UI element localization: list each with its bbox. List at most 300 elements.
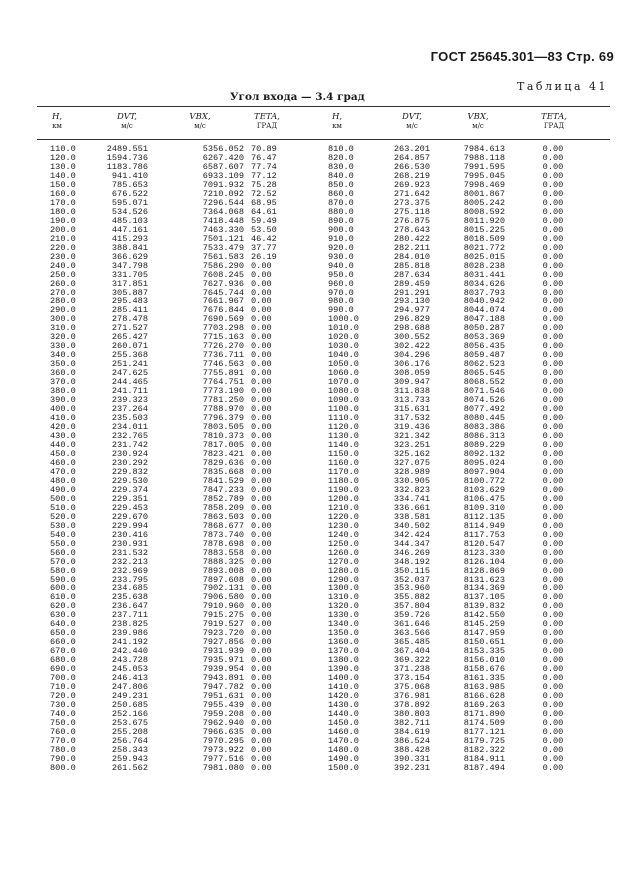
teta-cell: 0.00 [251, 744, 272, 755]
dvt-cell: 386.524 [393, 735, 430, 746]
dvt-cell: 229.530 [111, 475, 148, 486]
vbx-cell: 8139.832 [463, 601, 505, 612]
teta-cell: 0.00 [251, 422, 272, 433]
dvt-cell: 278.478 [111, 314, 148, 325]
dvt-cell: 253.675 [111, 718, 148, 728]
h-cell: 130.0 [50, 161, 76, 172]
vbx-cell: 7858.209 [202, 502, 244, 513]
vbx-cell: 5356.052 [202, 144, 244, 154]
teta-cell: 0.00 [542, 431, 564, 441]
table-row [0, 315, 631, 324]
h-cell: 1180.0 [328, 475, 359, 486]
vbx-cell: 7764.751 [202, 377, 244, 388]
teta-cell: 70.89 [251, 144, 277, 154]
dvt-cell: 350.115 [393, 565, 430, 576]
table-row [0, 620, 631, 629]
dvt-cell: 304.296 [393, 350, 430, 361]
h-cell: 1070.0 [328, 377, 359, 388]
dvt-cell: 275.118 [393, 206, 430, 217]
h-cell: 1260.0 [328, 547, 359, 558]
table-row [0, 297, 631, 306]
dvt-cell: 249.231 [111, 691, 148, 702]
vbx-cell: 8080.445 [463, 413, 505, 424]
table-row [0, 486, 631, 495]
teta-cell: 0.00 [251, 341, 272, 352]
vbx-cell: 8182.322 [463, 744, 505, 755]
table-row [0, 504, 631, 513]
table-row [0, 226, 631, 235]
table-row [0, 324, 631, 333]
vbx-cell: 7943.891 [202, 673, 244, 684]
h-cell: 710.0 [50, 682, 76, 693]
dvt-cell: 371.238 [393, 664, 430, 675]
h-cell: 110.0 [50, 144, 76, 154]
vbx-cell: 8047.188 [463, 314, 505, 325]
dvt-cell: 344.347 [393, 538, 430, 549]
column-header-4 [332, 113, 342, 131]
vbx-cell: 7736.711 [202, 350, 244, 361]
vbx-cell: 8008.592 [463, 206, 505, 217]
column-name: TETA, [541, 112, 567, 122]
h-cell: 800.0 [50, 762, 76, 773]
column-header-1 [117, 113, 137, 131]
vbx-cell: 8059.487 [463, 350, 505, 361]
vbx-cell: 8077.492 [463, 404, 505, 415]
vbx-cell: 8131.623 [463, 574, 505, 585]
teta-cell: 0.00 [251, 592, 272, 603]
h-cell: 1140.0 [328, 439, 359, 450]
teta-cell: 0.00 [251, 574, 272, 585]
dvt-cell: 247.625 [111, 368, 148, 379]
h-cell: 1190.0 [328, 484, 359, 495]
header-rule-bottom [37, 139, 610, 140]
dvt-cell: 330.905 [393, 475, 430, 486]
dvt-cell: 237.264 [111, 404, 148, 415]
vbx-cell: 7984.613 [463, 144, 505, 154]
dvt-cell: 295.483 [111, 296, 148, 307]
h-cell: 1420.0 [328, 691, 359, 702]
h-cell: 360.0 [50, 368, 76, 379]
dvt-cell: 315.631 [393, 404, 430, 415]
teta-cell: 0.00 [542, 718, 564, 728]
table-row [0, 405, 631, 414]
vbx-cell: 8120.547 [463, 538, 505, 549]
vbx-cell: 8184.911 [463, 753, 505, 764]
vbx-cell: 7690.569 [202, 314, 244, 325]
teta-cell: 0.00 [542, 314, 564, 325]
dvt-cell: 595.071 [111, 197, 148, 208]
teta-cell: 0.00 [251, 431, 272, 441]
h-cell: 650.0 [50, 628, 76, 639]
table-row [0, 764, 631, 773]
teta-cell: 0.00 [542, 637, 564, 648]
vbx-cell: 7210.092 [202, 188, 244, 199]
h-cell: 1360.0 [328, 637, 359, 648]
dvt-cell: 676.522 [111, 188, 148, 199]
h-cell: 1020.0 [328, 332, 359, 343]
dvt-cell: 273.375 [393, 197, 430, 208]
dvt-cell: 311.838 [393, 386, 430, 397]
h-cell: 1120.0 [328, 422, 359, 433]
dvt-cell: 348.192 [393, 556, 430, 567]
teta-cell: 0.00 [251, 287, 272, 298]
teta-cell: 0.00 [542, 583, 564, 594]
vbx-cell: 8166.628 [463, 691, 505, 702]
dvt-cell: 230.416 [111, 529, 148, 540]
teta-cell: 0.00 [251, 323, 272, 334]
teta-cell: 0.00 [542, 377, 564, 388]
dvt-cell: 232.969 [111, 565, 148, 576]
teta-cell: 72.52 [251, 188, 277, 199]
vbx-cell: 7897.608 [202, 574, 244, 585]
dvt-cell: 231.742 [111, 439, 148, 450]
dvt-cell: 302.422 [393, 341, 430, 352]
teta-cell: 0.00 [542, 439, 564, 450]
h-cell: 630.0 [50, 610, 76, 621]
dvt-cell: 317.851 [111, 278, 148, 289]
teta-cell: 0.00 [251, 529, 272, 540]
h-cell: 200.0 [50, 224, 76, 235]
h-cell: 810.0 [328, 144, 354, 154]
h-cell: 320.0 [50, 332, 76, 343]
dvt-cell: 305.887 [111, 287, 148, 298]
vbx-cell: 6587.607 [202, 161, 244, 172]
dvt-cell: 260.071 [111, 341, 148, 352]
h-cell: 1320.0 [328, 601, 359, 612]
entry-angle-title: Угол входа — 3.4 град [230, 91, 365, 103]
dvt-cell: 268.219 [393, 170, 430, 181]
h-cell: 1160.0 [328, 457, 359, 468]
vbx-cell: 8062.523 [463, 359, 505, 370]
vbx-cell: 8031.441 [463, 269, 505, 280]
teta-cell: 0.00 [251, 278, 272, 289]
dvt-cell: 376.981 [393, 691, 430, 702]
table-row [0, 674, 631, 683]
teta-cell: 0.00 [542, 368, 564, 379]
h-cell: 1410.0 [328, 682, 359, 693]
h-cell: 1130.0 [328, 431, 359, 441]
h-cell: 490.0 [50, 484, 76, 495]
dvt-cell: 378.892 [393, 700, 430, 711]
teta-cell: 59.49 [251, 215, 277, 226]
h-cell: 950.0 [328, 269, 354, 280]
table-row [0, 351, 631, 360]
vbx-cell: 7910.960 [202, 601, 244, 612]
dvt-cell: 241.711 [111, 386, 148, 397]
dvt-cell: 363.566 [393, 628, 430, 639]
vbx-cell: 7868.677 [202, 520, 244, 531]
h-cell: 1460.0 [328, 726, 359, 737]
table-row [0, 253, 631, 262]
table-row [0, 531, 631, 540]
dvt-cell: 346.269 [393, 547, 430, 558]
teta-cell: 0.00 [542, 565, 564, 576]
table-row [0, 423, 631, 432]
teta-cell: 0.00 [542, 395, 564, 406]
h-cell: 1200.0 [328, 493, 359, 504]
dvt-cell: 296.829 [393, 314, 430, 325]
vbx-cell: 8050.287 [463, 323, 505, 334]
teta-cell: 0.00 [542, 197, 564, 208]
vbx-cell: 7627.936 [202, 278, 244, 289]
vbx-cell: 7608.245 [202, 269, 244, 280]
vbx-cell: 8112.135 [463, 511, 505, 522]
teta-cell: 0.00 [251, 637, 272, 648]
teta-cell: 0.00 [542, 619, 564, 630]
vbx-cell: 8109.310 [463, 502, 505, 513]
teta-cell: 0.00 [542, 332, 564, 343]
h-cell: 310.0 [50, 323, 76, 334]
dvt-cell: 309.947 [393, 377, 430, 388]
h-cell: 160.0 [50, 188, 76, 199]
h-cell: 450.0 [50, 448, 76, 459]
dvt-cell: 375.068 [393, 682, 430, 693]
dvt-cell: 229.351 [111, 493, 148, 504]
dvt-cell: 230.292 [111, 457, 148, 468]
h-cell: 420.0 [50, 422, 76, 433]
vbx-cell: 7661.967 [202, 296, 244, 307]
table-row [0, 378, 631, 387]
dvt-cell: 265.427 [111, 332, 148, 343]
dvt-cell: 342.424 [393, 529, 430, 540]
vbx-cell: 7773.190 [202, 386, 244, 397]
vbx-cell: 7418.448 [202, 215, 244, 226]
table-number: Таблица 41 [517, 80, 608, 93]
vbx-cell: 7935.971 [202, 655, 244, 666]
dvt-cell: 278.643 [393, 224, 430, 235]
dvt-cell: 336.661 [393, 502, 430, 513]
teta-cell: 0.00 [542, 601, 564, 612]
table-row [0, 602, 631, 611]
teta-cell: 0.00 [542, 592, 564, 603]
teta-cell: 0.00 [251, 538, 272, 549]
dvt-cell: 338.581 [393, 511, 430, 522]
vbx-cell: 8083.386 [463, 422, 505, 433]
dvt-cell: 255.368 [111, 350, 148, 361]
teta-cell: 0.00 [542, 341, 564, 352]
table-row [0, 432, 631, 441]
teta-cell: 0.00 [542, 511, 564, 522]
teta-cell: 0.00 [542, 664, 564, 675]
teta-cell: 0.00 [251, 700, 272, 711]
teta-cell: 0.00 [542, 215, 564, 226]
h-cell: 500.0 [50, 493, 76, 504]
vbx-cell: 8089.229 [463, 439, 505, 450]
table-row [0, 558, 631, 567]
teta-cell: 0.00 [542, 152, 564, 163]
h-cell: 1470.0 [328, 735, 359, 746]
dvt-cell: 251.241 [111, 359, 148, 370]
dvt-cell: 271.527 [111, 323, 148, 334]
h-cell: 510.0 [50, 502, 76, 513]
vbx-cell: 7991.595 [463, 161, 505, 172]
table-row [0, 190, 631, 199]
dvt-cell: 237.711 [111, 610, 148, 621]
vbx-cell: 7888.325 [202, 556, 244, 567]
dvt-cell: 256.764 [111, 735, 148, 746]
teta-cell: 0.00 [251, 377, 272, 388]
teta-cell: 0.00 [542, 350, 564, 361]
vbx-cell: 8074.526 [463, 395, 505, 406]
table-row [0, 360, 631, 369]
dvt-cell: 287.634 [393, 269, 430, 280]
h-cell: 1300.0 [328, 583, 359, 594]
h-cell: 730.0 [50, 700, 76, 711]
h-cell: 1080.0 [328, 386, 359, 397]
table-row [0, 710, 631, 719]
dvt-cell: 384.619 [393, 726, 430, 737]
h-cell: 1370.0 [328, 646, 359, 657]
vbx-cell: 8137.105 [463, 592, 505, 603]
teta-cell: 26.19 [251, 251, 277, 262]
dvt-cell: 319.436 [393, 422, 430, 433]
vbx-cell: 8153.335 [463, 646, 505, 657]
h-cell: 400.0 [50, 404, 76, 415]
header-rule-top [37, 106, 610, 107]
teta-cell: 0.00 [251, 709, 272, 720]
teta-cell: 0.00 [542, 179, 564, 190]
vbx-cell: 8025.015 [463, 251, 505, 262]
h-cell: 410.0 [50, 413, 76, 424]
teta-cell: 0.00 [251, 726, 272, 737]
teta-cell: 0.00 [542, 682, 564, 693]
dvt-cell: 231.532 [111, 547, 148, 558]
teta-cell: 0.00 [251, 691, 272, 702]
vbx-cell: 7947.782 [202, 682, 244, 693]
column-unit: ГРАД [256, 122, 278, 130]
h-cell: 760.0 [50, 726, 76, 737]
vbx-cell: 7966.635 [202, 726, 244, 737]
column-name: VBX, [467, 112, 489, 122]
dvt-cell: 230.924 [111, 448, 148, 459]
table-row [0, 154, 631, 163]
dvt-cell: 390.331 [393, 753, 430, 764]
teta-cell: 0.00 [251, 332, 272, 343]
dvt-cell: 239.986 [111, 628, 148, 639]
h-cell: 580.0 [50, 565, 76, 576]
h-cell: 240.0 [50, 260, 76, 271]
h-cell: 370.0 [50, 377, 76, 388]
h-cell: 830.0 [328, 161, 354, 172]
vbx-cell: 8128.869 [463, 565, 505, 576]
vbx-cell: 7463.330 [202, 224, 244, 235]
table-row [0, 468, 631, 477]
teta-cell: 0.00 [542, 709, 564, 720]
teta-cell: 0.00 [251, 484, 272, 495]
table-row [0, 746, 631, 755]
vbx-cell: 7995.045 [463, 170, 505, 181]
table-row [0, 181, 631, 190]
teta-cell: 0.00 [542, 556, 564, 567]
h-cell: 1350.0 [328, 628, 359, 639]
vbx-cell: 7835.668 [202, 466, 244, 477]
dvt-cell: 244.465 [111, 377, 148, 388]
vbx-cell: 8187.494 [463, 762, 505, 773]
vbx-cell: 8037.793 [463, 287, 505, 298]
teta-cell: 0.00 [542, 646, 564, 657]
dvt-cell: 271.642 [393, 188, 430, 199]
teta-cell: 0.00 [542, 251, 564, 262]
h-cell: 870.0 [328, 197, 354, 208]
teta-cell: 0.00 [542, 269, 564, 280]
table-row [0, 387, 631, 396]
table-row [0, 701, 631, 710]
vbx-cell: 7091.932 [202, 179, 244, 190]
table-row [0, 495, 631, 504]
h-cell: 210.0 [50, 233, 76, 244]
teta-cell: 0.00 [542, 296, 564, 307]
vbx-cell: 7847.233 [202, 484, 244, 495]
column-unit: ГРАД [543, 122, 565, 130]
column-name: VBX, [189, 112, 211, 122]
teta-cell: 0.00 [251, 502, 272, 513]
table-row [0, 477, 631, 486]
h-cell: 1210.0 [328, 502, 359, 513]
dvt-cell: 347.798 [111, 260, 148, 271]
vbx-cell: 8150.651 [463, 637, 505, 648]
table-row [0, 540, 631, 549]
teta-cell: 0.00 [251, 368, 272, 379]
dvt-cell: 291.291 [393, 287, 430, 298]
vbx-cell: 8040.942 [463, 296, 505, 307]
h-cell: 1340.0 [328, 619, 359, 630]
dvt-cell: 352.037 [393, 574, 430, 585]
teta-cell: 0.00 [542, 610, 564, 621]
table-row [0, 271, 631, 280]
h-cell: 380.0 [50, 386, 76, 397]
dvt-cell: 285.818 [393, 260, 430, 271]
h-cell: 940.0 [328, 260, 354, 271]
vbx-cell: 7501.121 [202, 233, 244, 244]
table-row [0, 342, 631, 351]
column-header-0 [52, 113, 62, 131]
vbx-cell: 8095.024 [463, 457, 505, 468]
vbx-cell: 7959.208 [202, 709, 244, 720]
vbx-cell: 8065.545 [463, 368, 505, 379]
h-cell: 750.0 [50, 718, 76, 728]
teta-cell: 0.00 [542, 161, 564, 172]
dvt-cell: 230.931 [111, 538, 148, 549]
vbx-cell: 8100.772 [463, 475, 505, 486]
dvt-cell: 252.166 [111, 709, 148, 720]
column-header-5 [402, 113, 422, 131]
dvt-cell: 294.977 [393, 305, 430, 316]
table-row [0, 513, 631, 522]
vbx-cell: 8053.369 [463, 332, 505, 343]
teta-cell: 0.00 [542, 520, 564, 531]
h-cell: 300.0 [50, 314, 76, 325]
teta-cell: 0.00 [251, 682, 272, 693]
table-row [0, 593, 631, 602]
teta-cell: 0.00 [542, 224, 564, 235]
teta-cell: 0.00 [542, 206, 564, 217]
dvt-cell: 239.323 [111, 395, 148, 406]
vbx-cell: 8011.920 [463, 215, 505, 226]
teta-cell: 0.00 [251, 664, 272, 675]
table-row [0, 333, 631, 342]
h-cell: 840.0 [328, 170, 354, 181]
teta-cell: 0.00 [542, 726, 564, 737]
teta-cell: 0.00 [542, 457, 564, 468]
column-header-2 [189, 113, 210, 131]
h-cell: 290.0 [50, 305, 76, 316]
h-cell: 340.0 [50, 350, 76, 361]
teta-cell: 0.00 [542, 547, 564, 558]
table-row [0, 755, 631, 764]
vbx-cell: 8056.435 [463, 341, 505, 352]
dvt-cell: 298.688 [393, 323, 430, 334]
teta-cell: 37.77 [251, 242, 277, 253]
